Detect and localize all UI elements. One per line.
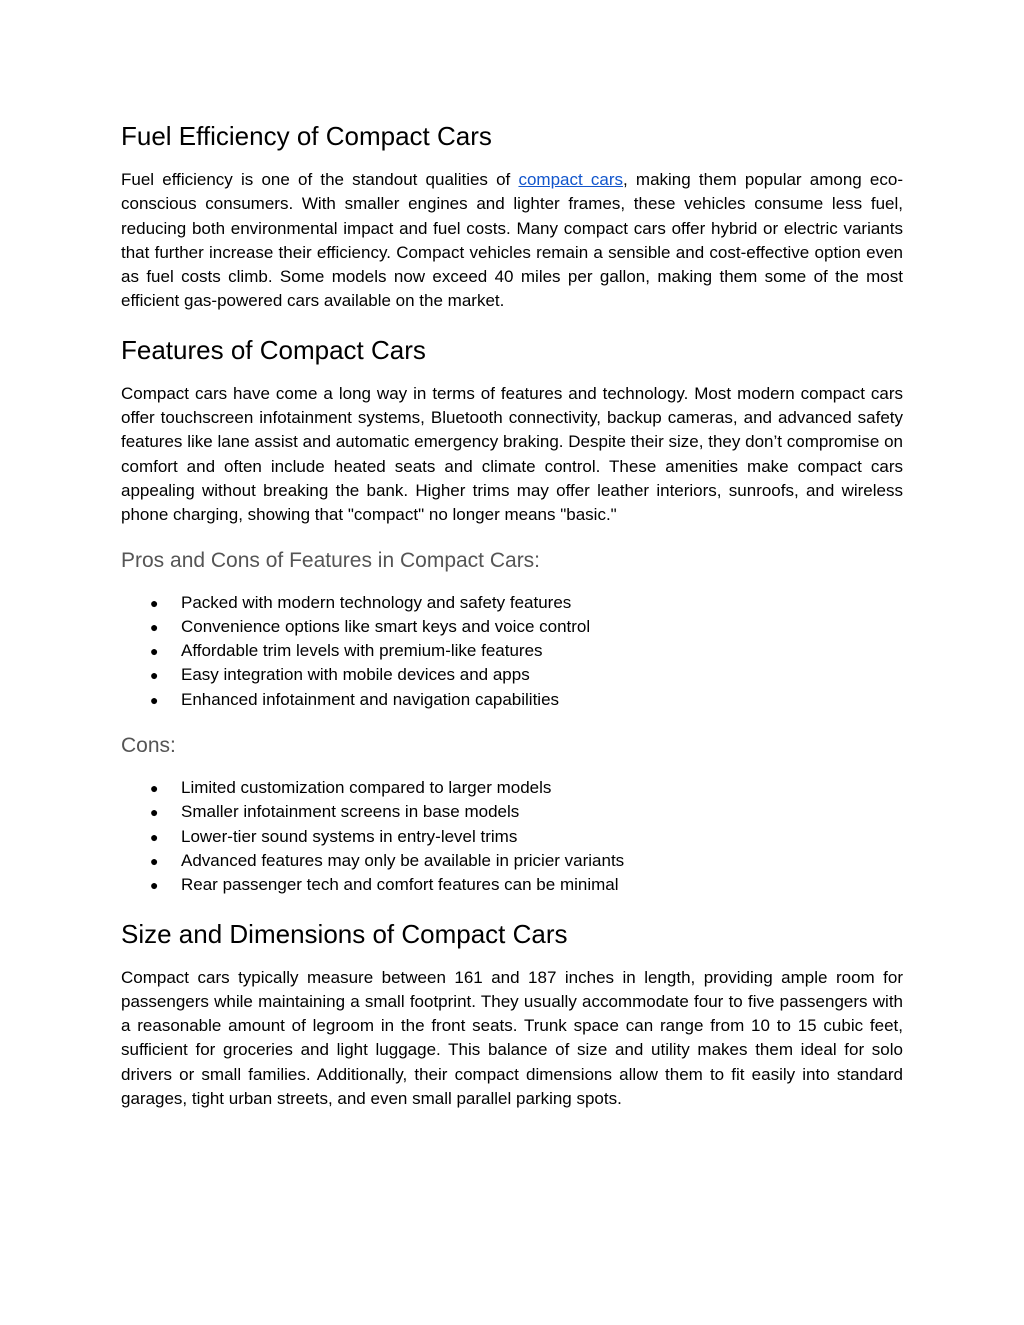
list-item-text: Limited customization compared to larger models	[181, 778, 552, 798]
bullet-icon: ●	[150, 877, 159, 894]
list-item-text: Affordable trim levels with premium-like features	[181, 641, 543, 661]
pros-list	[121, 591, 903, 712]
paragraph-size-dimensions: Compact cars typically measure between 161 and 187 inches in length, providing ample room for passengers while maintaining a small footprint. They usually accommodate four to five passengers with a reasonable amount of legroom in the front seats. Trunk space can range from 10 to 15 cubic feet, sufficient for groceries and light luggage. This balance of size and utility makes them ideal for solo drivers or small families. Additionally, their compact dimensions allow them to fit easily into standard garages, tight urban streets, and even small parallel parking spots.	[121, 967, 903, 1109]
bullet-icon: ●	[150, 804, 159, 821]
list-item-text: Easy integration with mobile devices and apps	[181, 665, 530, 685]
list-item	[121, 663, 903, 687]
list-item	[121, 639, 903, 663]
list-item	[121, 591, 903, 615]
list-item-text: Convenience options like smart keys and voice control	[181, 616, 591, 636]
list-item	[121, 849, 903, 873]
paragraph-fuel-efficiency	[121, 168, 903, 314]
list-item	[121, 873, 903, 897]
paragraph-fuel-efficiency-rest: , making them popular among eco-conscious consumers. With smaller engines and lighter frames, these vehicles consume less fuel, reducing both environmental impact and fuel costs. Many compact cars offer hybrid or electric variants that further increase their efficiency. Compact vehicles remain a sensible and cost-effective option even as fuel costs climb. Some models now exceed 40 miles per gallon, making them some of the most efficient gas-powered cars available on the market.	[121, 170, 903, 311]
list-item-text: Advanced features may only be available in pricier variants	[181, 850, 625, 870]
bullet-icon: ●	[150, 852, 159, 869]
cons-list	[121, 776, 903, 897]
heading-features: Features of Compact Cars	[121, 334, 426, 365]
list-item	[121, 776, 903, 800]
bullet-icon: ●	[150, 691, 159, 708]
list-item-text: Smaller infotainment screens in base models	[181, 802, 520, 822]
bullet-icon: ●	[150, 667, 159, 684]
heading-fuel-efficiency: Fuel Efficiency of Compact Cars	[121, 121, 492, 151]
list-item-text: Enhanced infotainment and navigation capabilities	[181, 689, 560, 709]
bullet-icon: ●	[150, 594, 159, 611]
list-item	[121, 800, 903, 824]
heading-cons: Cons:	[121, 734, 176, 758]
list-item-text: Packed with modern technology and safety features	[181, 592, 572, 612]
bullet-icon: ●	[150, 780, 159, 797]
paragraph-features: Compact cars have come a long way in terms of features and technology. Most modern compact cars offer touchscreen infotainment systems, Bluetooth connectivity, backup cameras, and advanced safety features like lane assist and automatic emergency braking. Despite their size, they don’t compromise on comfort and often include heated seats and climate control. These amenities make compact cars appealing without breaking the bank. Higher trims may offer leather interiors, sunroofs, and wireless phone charging, showing that "compact" no longer means "basic."	[121, 383, 903, 525]
document-page	[121, 118, 903, 1111]
heading-size-dimensions: Size and Dimensions of Compact Cars	[121, 918, 568, 949]
list-item	[121, 825, 903, 849]
list-item	[121, 688, 903, 712]
heading-pros: Pros and Cons of Features in Compact Cars:	[121, 548, 541, 572]
compact-cars-link[interactable]: compact cars	[518, 170, 624, 189]
paragraph-fuel-efficiency-intro: Fuel efficiency is one of the standout qualities of	[121, 170, 519, 189]
list-item-text: Rear passenger tech and comfort features can be minimal	[181, 875, 619, 895]
bullet-icon: ●	[150, 618, 159, 635]
bullet-icon: ●	[150, 643, 159, 660]
list-item	[121, 615, 903, 639]
bullet-icon: ●	[150, 828, 159, 845]
list-item-text: Lower-tier sound systems in entry-level trims	[181, 826, 518, 846]
